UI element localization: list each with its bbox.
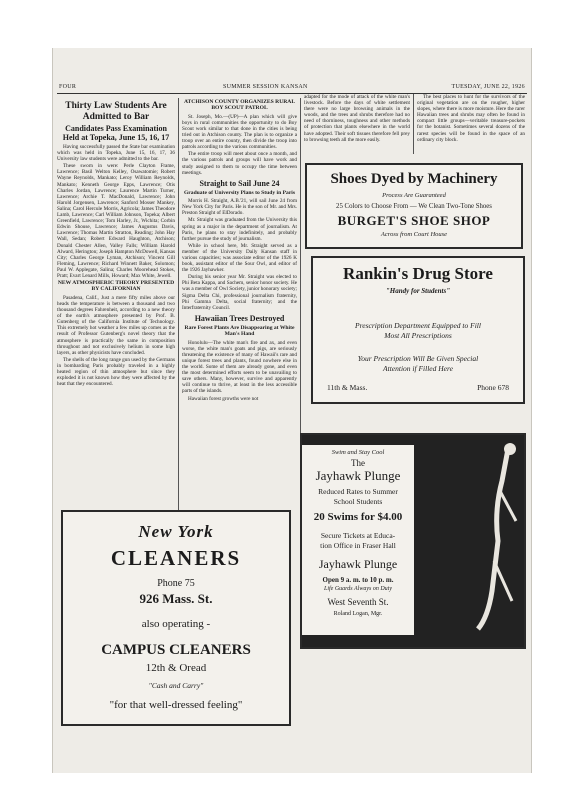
column-scout-straight-hawaii (182, 98, 297, 528)
headline-straight-sail: Straight to Sail June 24 (199, 178, 280, 188)
jayhawk-name: Jayhawk Plunge (318, 557, 398, 571)
new-york-street: 926 Mass. St. (139, 591, 213, 606)
jayhawk-tickets-line2: tion Office in Fraser Hall (320, 541, 396, 550)
issue-date: TUESDAY, JUNE 22, 1926 (451, 84, 525, 90)
burgets-line2: 25 Colors to Choose From — We Clean Two-Tone Shoes (336, 203, 492, 210)
jayhawk-title: Jayhawk Plunge (315, 468, 401, 483)
new-york-phone: Phone 75 (157, 578, 195, 589)
rankins-phone: Phone 678 (477, 383, 509, 392)
jayhawk-the: The (351, 458, 365, 468)
burgets-line1: Process Are Guaranteed (382, 192, 446, 199)
article-paragraph: Hawaiian forest growths were not (188, 395, 259, 402)
article-paragraph: St. Joseph, Mo.—(UP)—A plan which will give boys in rural communities the opportunity to do Boy Scout work similar to that done in the cities is being tried out in Atchison county. The plan is to organize a troop over an entire county, then divide the troop into patrols according to the various communities. (182, 113, 297, 151)
article-paragraph: Honolulu—The white man's fire and ax, and even worse, the white man's goats and pigs, are seriously threatening the existence of many of Hawaii's rare and unique forest trees and plants, found nowhere else in the world. Some of them are already gone, and even the most determined efforts seem to be unavailing to save others. Many, however, survive and apparently will continue to thrive, at least in the less accessible parts of the islands. (182, 339, 297, 395)
rankins-attention-line2: Attention if Filled Here (383, 364, 453, 373)
cash-and-carry: "Cash and Carry" (148, 681, 204, 690)
cleaners-logo-text: CLEANERS (110, 546, 242, 570)
jayhawk-price: 20 Swims for $4.00 (313, 511, 403, 523)
article-paragraph: The best places to hunt for the survivors of the original vegetation are on the rougher, higher slopes, where there is more moisture. Here the rarer Hawaiian trees and shrubs may often be found in compact little groups—veritable treasure-pockets for the botanist. Sometimes several dozens of the rarest species will be found in the space of an ordinary city block. (417, 94, 525, 143)
jayhawk-swim-cool: Swim and Stay Cool (331, 449, 385, 456)
newspaper-page (52, 48, 532, 773)
article-paragraph: Pasadena, Calif., Just a mere fifty miles above our heads the temperature is between a thousand and two thousand degrees Fahrenheit, according to a new theory of the earth's atmosphere presented by Prof. B. Gutenberg of the California Institute of Technology. This extremely hot weather a few miles up comes as the result of Professor Gutenberg's novel theory that the atmosphere is practically the same in composition throughout and not exclusively helium in some high layers, as other physicists have concluded. (57, 294, 175, 356)
burgets-address: Across from Court House (380, 231, 448, 238)
subhead-straight-sail: Graduate of University Plans to Study in Paris (183, 189, 296, 196)
headline-law-students: Thirty Law Students Are Admitted to Bar (65, 101, 167, 122)
column-law-students (57, 98, 175, 528)
jayhawk-address: West Seventh St. (327, 597, 389, 607)
new-york-logo-text: New York (138, 522, 214, 541)
campus-cleaners-name: CAMPUS CLEANERS (101, 642, 251, 658)
headline-hawaiian-trees: Hawaiian Trees Destroyed (194, 313, 285, 323)
jayhawk-lifeguards: Life Guards Always on Duty (323, 586, 392, 592)
burgets-name: BURGET'S SHOE SHOP (337, 213, 491, 228)
headline-atmospheric-theory: NEW ATMOSPHERIC THEORY PRESENTED BY CALIFORNIAN (57, 280, 175, 293)
article-paragraph: The entire troop will meet about once a month, and the various patrols and groups will have work and study assigned to them to occupy the time between meetings. (182, 151, 297, 176)
also-operating: also operating - (141, 618, 211, 630)
article-paragraph: Mr. Straight was graduated from the University this spring as a major in the department of journalism. At Paris, he plans to stay indefinitely, and probably further pursue the study of journalism. (182, 217, 297, 242)
article-paragraph: Morris H. Straight, A.B.'21, will sail June 24 from New York City for Paris. He is the son of Mr. and Mrs. Preston Straight of ElDorado. (182, 198, 297, 217)
ad-burgets-shoe-shop (305, 163, 523, 249)
campus-cleaners-address: 12th & Oread (145, 662, 207, 674)
article-paragraph: adapted for the mode of attack of the white man's livestock. Before the days of white settlement there were no large browsing animals in the woods, and the trees and shrubs therefore had no need of thorniness, toughness and other methods of protection that plants elsewhere in the world have adopted. Their soft tissues therefore fell prey to browsing teeth all the more easily. (304, 94, 410, 143)
page-number: FOUR (59, 84, 77, 90)
subhead-hawaiian-trees: Rare Forest Plants Are Disappearing at White Man's Hand (184, 324, 295, 338)
jayhawk-hours: Open 9 a. m. to 10 p. m. (322, 576, 394, 584)
ad-new-york-cleaners (61, 510, 291, 726)
rankins-prescription-line1: Prescription Department Equipped to Fill (355, 321, 481, 330)
article-paragraph: During his senior year Mr. Straight was elected to Phi Beta Kappa, and Sachem, senior honor society. He was a member of Owl Society, junior honorary society; Sigma Delta Chi, professional journalism fraternity, Phi Gamma Delta, social fraternity; and the Interfraternity Council. (182, 274, 297, 311)
ad-jayhawk-plunge (300, 433, 526, 649)
swimmer-illustration-right (472, 441, 520, 637)
column-hawaii-continued (304, 94, 410, 154)
newspaper-name: SUMMER SESSION KANSAN (223, 84, 308, 90)
column-divider (178, 98, 179, 513)
rankins-slogan: "Handy for Students" (385, 287, 451, 295)
jayhawk-manager: Roland Logan, Mgr. (333, 611, 383, 617)
well-dressed-slogan: "for that well-dressed feeling" (109, 699, 243, 711)
burgets-title: Shoes Dyed by Machinery (330, 171, 498, 187)
rankins-address: 11th & Mass. (327, 383, 368, 392)
column-hawaii-survivors (417, 94, 525, 154)
ad-rankins-drug-store (311, 256, 525, 404)
article-paragraph: Having successfully passed the State bar examination which was held in Topeka, June 15, 16, 17, 36 University law students were admitted to the bar. (57, 144, 175, 163)
article-paragraph: The shells of the long range gun used by the Germans in bombarding Paris probably traveled in a highly heated region of thin atmosphere but since they exploded it is not known how they were affected by the heat that they encountered. (57, 356, 175, 388)
subhead-law-students: Candidates Pass Examination Held at Topeka, June 15, 16, 17 (62, 124, 170, 142)
rankins-attention-line1: Your Prescription Will Be Given Special (357, 354, 479, 363)
column-divider (413, 94, 414, 154)
article-paragraph: While in school here, Mr. Straight served as a member of the University Daily Kansan staff in various capacities; was associate editor of the 1926 K book, assistant editor of the Sour Owl, and editor of the 1926 Jayhawker. (182, 242, 297, 274)
article-paragraph: These sworn in were: Perle Clayton Frame, Lawrence; Basil Welton Kelley, Osawatomie; Robert Wayne Reynolds, Mankato; Leroy William Reynolds, Mankato; Kenneth George Epps, Lawrence; Otis Charles Jordan, Lawrence; Laurence Martin Turner, Lawrence; Archie T. MacDonald, Lawrence; John Harold Jorgensen, Lawrence; Sanford Mosser Mankey, Salina; Carol Hercule Morris, Agricola; James Theodore Lamb, Lawrence; Carl William Johnson, Topeka; Albert Greenfield, Lawrence; Tom Harley, Jr., Wichita; Corbin Edwin Shouse, Lawrence; James Augustus Davis, Lawrence; Thomas Martin Stratton, Reading; John Hay Wall, Sedan; Robert Edward Haughton, Atchison; Donald Chester Allen, Valley Falls; William Harold Alward, Herington; Joseph Hampton McDowell, Kansas City; Charles George Lyman, Atchison; Vincent Gill Fleming, Lawrence; Richard Winnett Baker, Solomon; Paul W. Applegate, Salina; Charles Moorehead Stokes, Pratt; Evart Lenard Mills, Howard; Max White, Jewell. (57, 163, 175, 279)
jayhawk-school-students: School Students (333, 497, 383, 506)
rankins-title: Rankin's Drug Store (343, 264, 493, 283)
rankins-prescription-line2: Most All Prescriptions (384, 331, 452, 340)
headline-boy-scout: ATCHISON COUNTY ORGANIZES RURAL BOY SCOUT PATROL (183, 99, 296, 112)
jayhawk-tickets-line1: Secure Tickets at Educa- (320, 531, 396, 540)
jayhawk-text-panel (302, 445, 414, 635)
jayhawk-reduced-rates: Reduced Rates to Summer (318, 487, 398, 496)
